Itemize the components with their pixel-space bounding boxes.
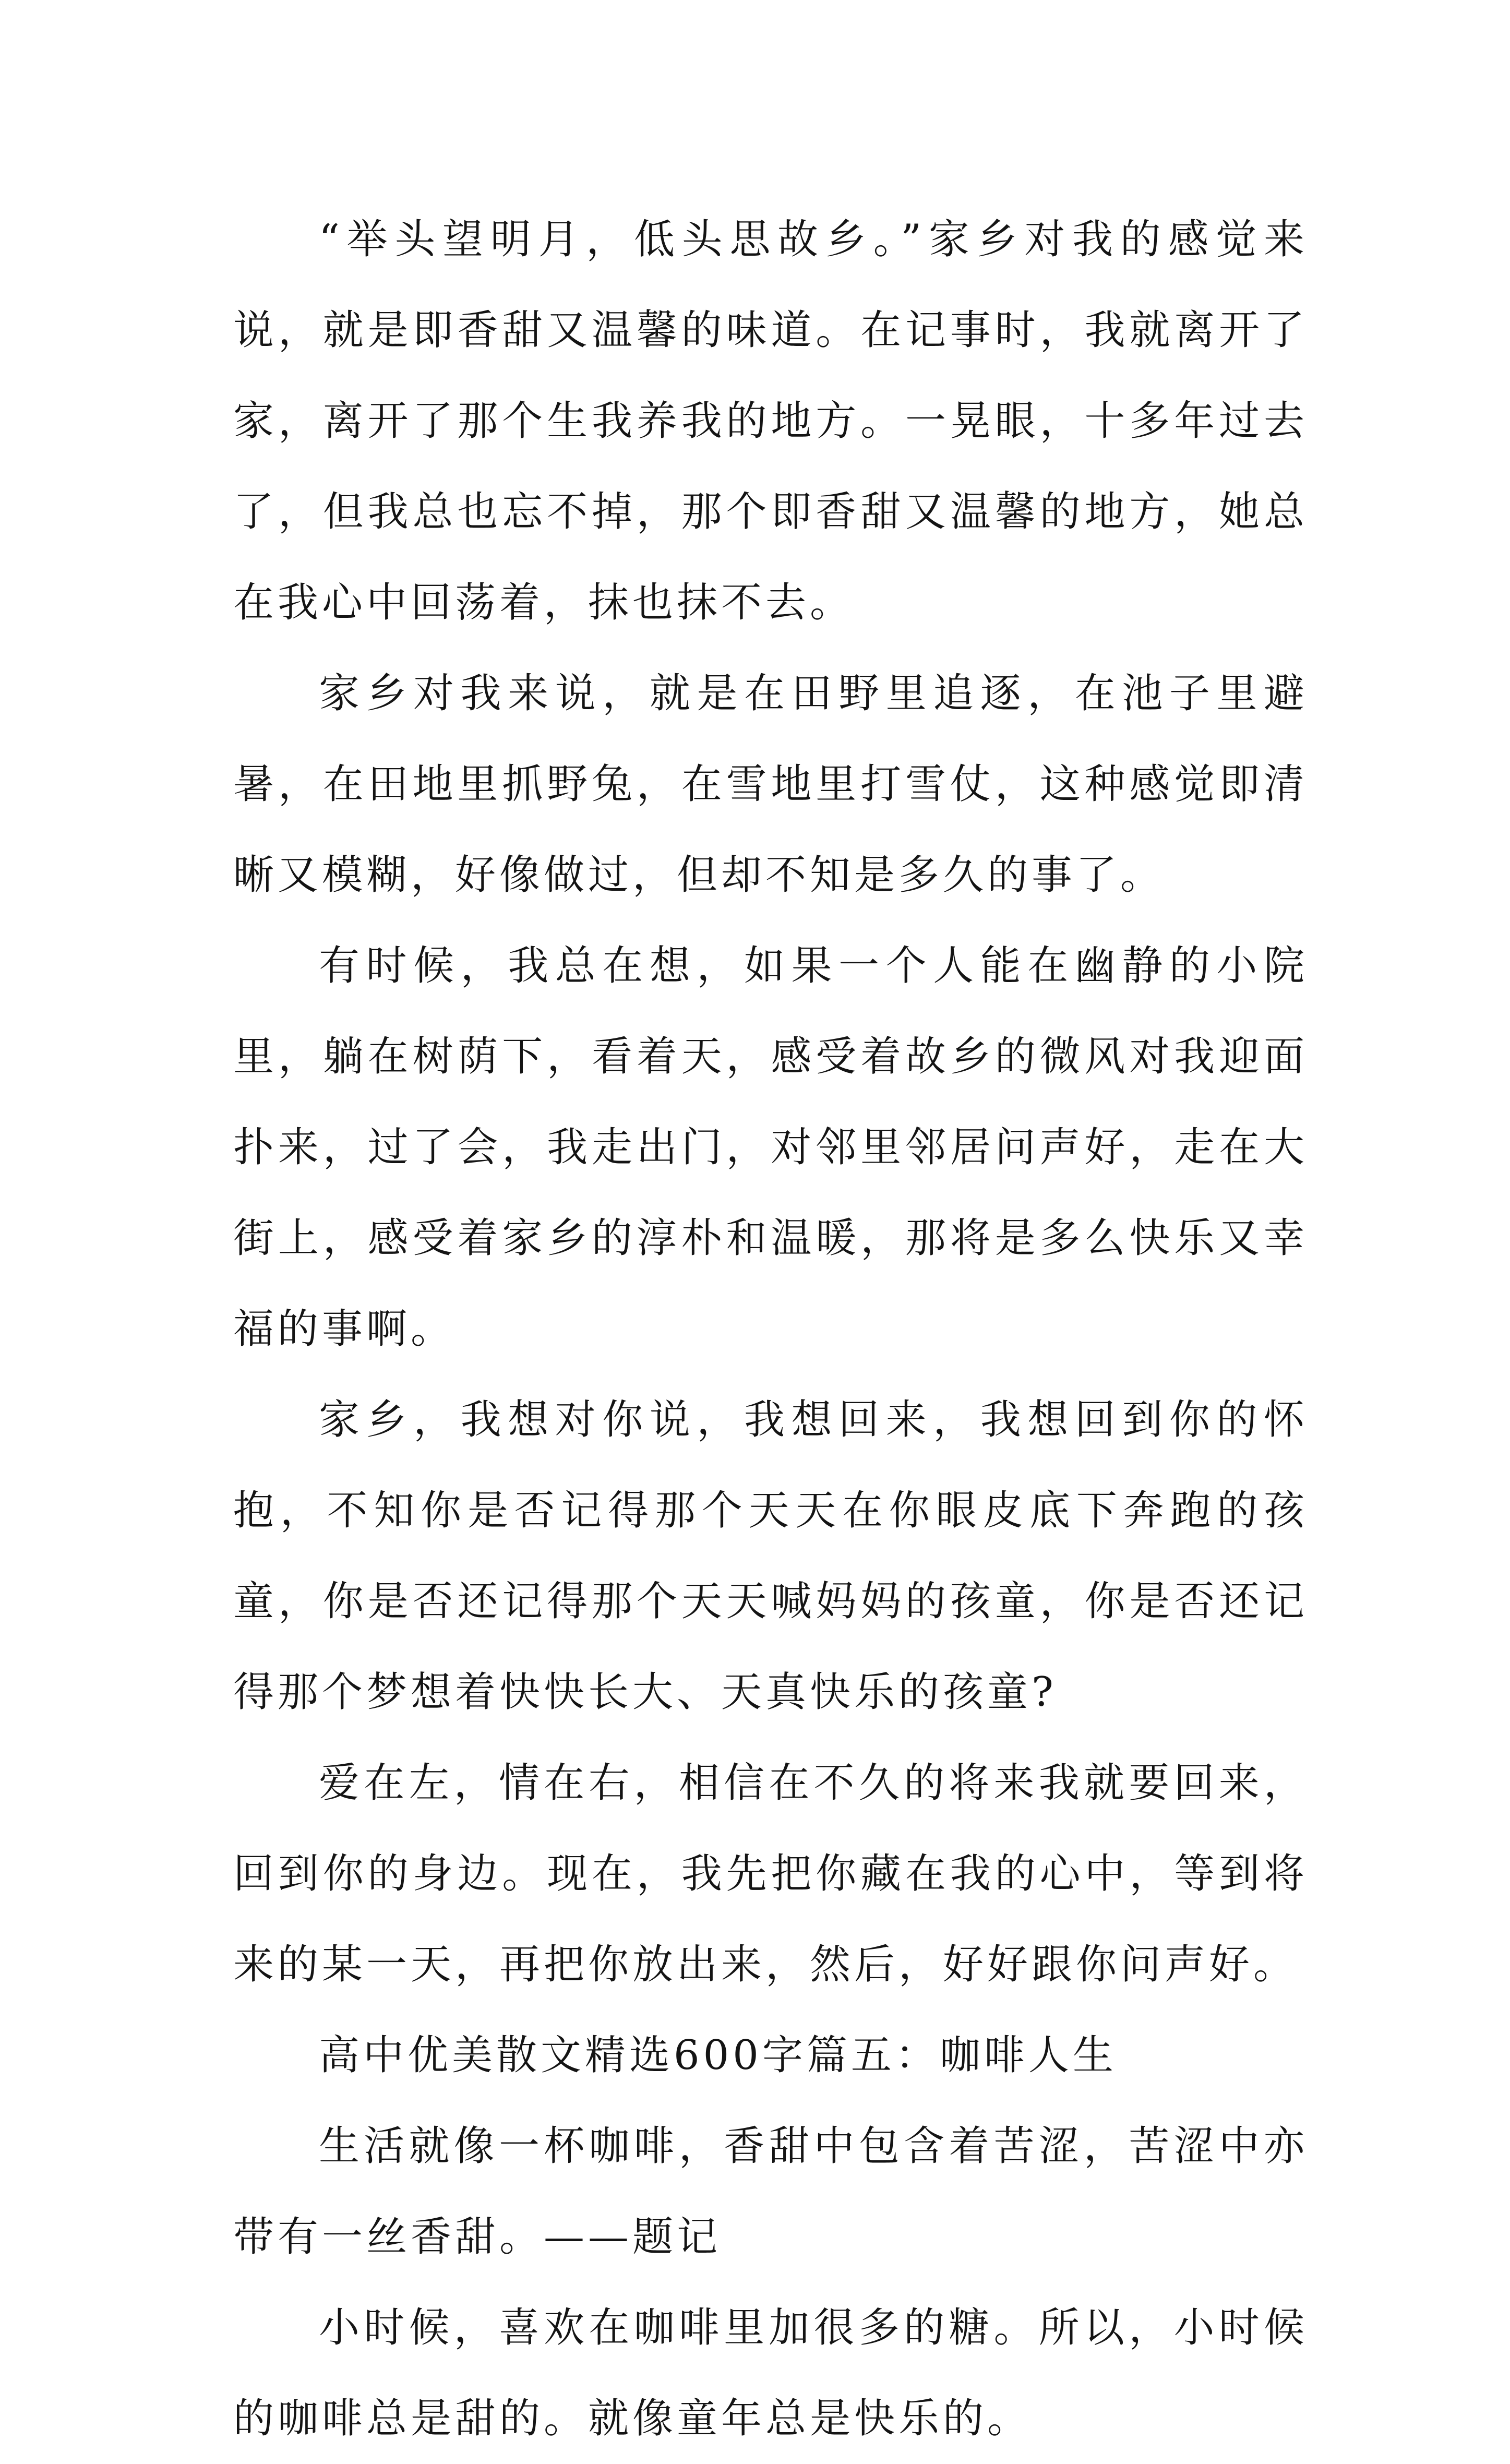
paragraph-courtyard-dream: 有时候，我总在想，如果一个人能在幽静的小院里，躺在树荫下，看着天，感受着故乡的微风对我迎面扑来，过了会，我走出门，对邻里邻居问声好，走在大街上，感受着家乡的淳朴和温暖，那将是多么快乐又幸福的事啊。 xyxy=(233,942,1308,1353)
paragraph-promise-return: 爱在左，情在右，相信在不久的将来我就要回来，回到你的身边。现在，我先把你藏在我的心中，等到将来的某一天，再把你放出来，然后，好好跟你问声好。 xyxy=(233,1760,1308,1988)
essay-body xyxy=(233,194,1308,2464)
paragraph-homesick-intro: “举头望明月，低头思故乡。”家乡对我的感觉来说，就是即香甜又温馨的味道。在记事时，我就离开了家，离开了那个生我养我的地方。一晃眼，十多年过去了，但我总也忘不掉，那个即香甜又温馨的地方，她总在我心中回荡着，抹也抹不去。 xyxy=(233,216,1308,626)
epigraph: 生活就像一杯咖啡，香甜中包含着苦涩，苦涩中亦带有一丝香甜。——题记 xyxy=(233,2123,1308,2260)
paragraph-message-to-hometown: 家乡，我想对你说，我想回来，我想回到你的怀抱，不知你是否记得那个天天在你眼皮底下奔跑的孩童，你是否还记得那个天天喊妈妈的孩童，你是否还记得那个梦想着快快长大、天真快乐的孩童? xyxy=(233,1396,1308,1716)
section-heading: 高中优美散文精选600字篇五：咖啡人生 xyxy=(319,2032,1117,2079)
paragraph-childhood-play: 家乡对我来说，就是在田野里追逐，在池子里避暑，在田地里抓野兔，在雪地里打雪仗，这种感觉即清晰又模糊，好像做过，但却不知是多久的事了。 xyxy=(233,670,1308,899)
paragraph-childhood-coffee: 小时候，喜欢在咖啡里加很多的糖。所以，小时候的咖啡总是甜的。就像童年总是快乐的。 xyxy=(233,2304,1308,2442)
